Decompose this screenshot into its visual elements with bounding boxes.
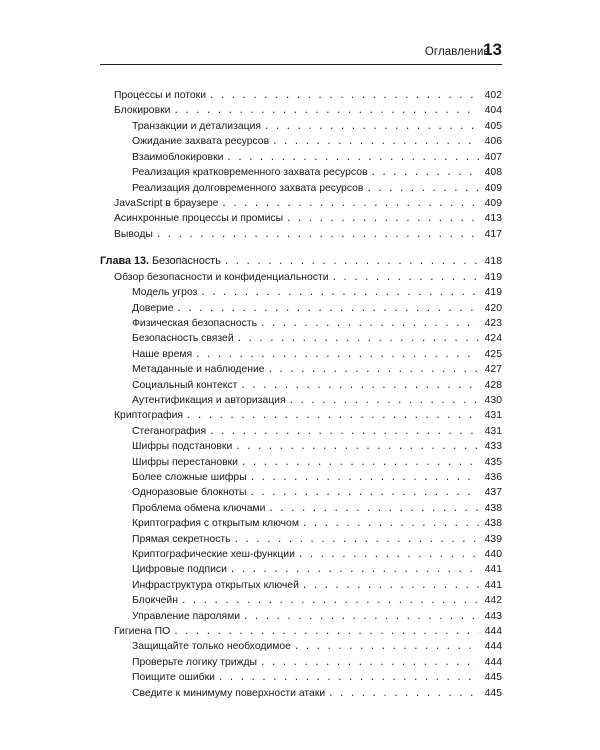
toc-entry <box>100 393 502 408</box>
toc-entry <box>100 655 502 670</box>
toc-entry-title: Криптографические хеш-функции <box>132 549 295 560</box>
page-header <box>0 38 600 68</box>
toc-entry-page: 436 <box>484 472 502 483</box>
toc-entry <box>100 378 502 393</box>
toc-entry-title: Поищите ошибки <box>132 672 215 684</box>
toc-entry-page: 409 <box>484 182 502 194</box>
toc-entry-title: Более сложные шифры <box>132 472 247 483</box>
toc-entry-page: 444 <box>484 626 502 637</box>
toc-entry <box>100 686 502 701</box>
toc-entry-title: Ожидание захвата ресурсов <box>132 136 270 148</box>
dot-leader <box>249 486 479 501</box>
toc-entry-page: 404 <box>484 105 502 117</box>
toc-entry <box>100 624 502 639</box>
toc-entry <box>100 134 502 149</box>
toc-entry-title: Реализация кратковременного захвата ресурсов <box>132 167 368 179</box>
toc-entry-title: Проблема обмена ключами <box>132 502 266 514</box>
dot-leader <box>181 594 479 609</box>
dot-leader <box>209 89 479 104</box>
toc-entry <box>100 547 502 562</box>
toc-entry-page: 431 <box>484 425 502 437</box>
toc-entry-title: Выводы <box>114 228 153 240</box>
toc-entry-page: 406 <box>484 136 502 148</box>
toc-entry-title: Шифры подстановки <box>132 441 233 453</box>
toc-entry <box>100 455 502 470</box>
toc-entry-page: 419 <box>484 271 502 283</box>
toc-entry <box>100 609 502 624</box>
toc-entry-page: 437 <box>484 487 502 499</box>
toc-entry-title: Социальный контекст <box>132 379 238 391</box>
toc-entry-page: 419 <box>484 287 502 299</box>
toc-entry <box>100 88 502 103</box>
toc-entry-page: 444 <box>484 656 502 668</box>
dot-leader <box>366 182 479 197</box>
toc-entry-page: 405 <box>484 121 502 132</box>
dot-leader <box>195 348 479 363</box>
header-rule <box>100 64 502 65</box>
toc-entry-title: JavaScript в браузере <box>114 198 219 209</box>
dot-leader <box>272 135 479 150</box>
toc-entry <box>100 270 502 285</box>
dot-leader <box>332 271 479 286</box>
toc-entry <box>100 501 502 516</box>
toc-entry <box>100 470 502 485</box>
dot-leader <box>260 317 479 332</box>
toc-entry-page: 438 <box>484 518 502 530</box>
toc-entry-title: Доверие <box>132 302 174 314</box>
toc-entry <box>100 485 502 500</box>
toc-entry-title: Стеганография <box>132 425 207 437</box>
toc-entry <box>100 211 502 226</box>
toc-entry-page: 413 <box>484 213 502 225</box>
dot-leader <box>260 656 479 671</box>
toc-entry-title: Безопасность <box>151 255 221 268</box>
toc-entry-title: Взаимоблокировки <box>132 151 224 163</box>
dot-leader <box>240 379 479 394</box>
toc-entry-title: Блокировки <box>114 105 171 117</box>
toc-entry-page: 441 <box>484 579 502 591</box>
toc-entry-title: Проверьте логику трижды <box>132 656 258 668</box>
dot-leader <box>268 363 479 378</box>
toc-entry <box>100 578 502 593</box>
dot-leader <box>241 456 479 471</box>
toc-entry-page: 420 <box>484 302 502 314</box>
toc-entry-page: 425 <box>484 348 502 360</box>
toc-entry-title: Шифры перестановки <box>132 456 238 468</box>
dot-leader <box>235 440 479 455</box>
toc-entry <box>100 331 502 346</box>
toc-entry <box>100 150 502 165</box>
toc-entry <box>100 181 502 196</box>
toc-entry <box>100 532 502 547</box>
toc-entry <box>100 424 502 439</box>
toc-entry-page: 409 <box>484 198 502 209</box>
toc-entry-title: Модель угроз <box>132 287 198 299</box>
chapter-label: Глава 13. <box>100 255 149 268</box>
toc-entry <box>100 670 502 685</box>
toc-entry-page: 444 <box>484 641 502 653</box>
toc-entry-title: Аутентификация и авторизация <box>132 395 286 406</box>
toc-entry-title: Наше время <box>132 348 193 360</box>
toc-entry-title: Защищайте только необходимое <box>132 641 291 653</box>
toc-entry-title: Сведите к минимуму поверхности атаки <box>132 687 326 699</box>
toc-entry-page: 445 <box>484 672 502 684</box>
toc-entry <box>100 165 502 180</box>
toc-entry-title: Физическая безопасность <box>132 318 258 329</box>
toc-entry <box>100 439 502 454</box>
dot-leader <box>243 610 479 625</box>
toc-entry-title: Управление паролями <box>132 610 241 622</box>
toc-entry <box>100 516 502 531</box>
dot-leader <box>302 579 479 594</box>
dot-leader <box>173 625 479 640</box>
toc-entry-title: Криптография <box>114 410 184 422</box>
toc-entry-title: Транзакции и детализация <box>132 121 261 132</box>
toc-entry <box>100 301 502 316</box>
toc-entry-page: 435 <box>484 456 502 468</box>
toc-entry-page: 407 <box>484 151 502 163</box>
toc-entry <box>100 362 502 377</box>
dot-leader <box>264 120 479 135</box>
dot-leader <box>218 671 479 686</box>
dot-leader <box>250 471 479 486</box>
toc-entry-page: 445 <box>484 687 502 699</box>
toc-entry-page: 427 <box>484 364 502 376</box>
running-header-title: Оглавление <box>424 46 490 58</box>
toc-entry-page: 402 <box>484 90 502 101</box>
toc-entry-title: Метаданные и наблюдение <box>132 364 265 376</box>
toc-entry <box>100 593 502 608</box>
dot-leader <box>176 302 479 317</box>
toc-entry-page: 430 <box>484 395 502 406</box>
toc-entry <box>100 103 502 118</box>
dot-leader <box>294 640 479 655</box>
toc-entry <box>100 227 502 242</box>
toc-entry-page: 441 <box>484 564 502 576</box>
toc-entry <box>100 196 502 211</box>
toc-entry-page: 423 <box>484 318 502 329</box>
toc-entry-page: 438 <box>484 502 502 514</box>
toc-entry-page: 418 <box>484 256 502 268</box>
toc-entry-page: 433 <box>484 441 502 453</box>
toc-entry <box>100 562 502 577</box>
dot-leader <box>221 197 479 212</box>
toc-entry-page: 431 <box>484 410 502 422</box>
toc-entry-title: Прямая секретность <box>132 533 231 545</box>
dot-leader <box>226 151 479 166</box>
toc-entry-title: Обзор безопасности и конфиденциальности <box>114 271 329 283</box>
toc-entry-page: 439 <box>484 533 502 545</box>
page-number: 13 <box>483 40 502 59</box>
toc-entry <box>100 408 502 423</box>
toc-entry-page: 424 <box>484 333 502 345</box>
dot-leader <box>298 548 479 563</box>
dot-leader <box>237 332 479 347</box>
toc-entry-title: Одноразовые блокноты <box>132 487 247 499</box>
dot-leader <box>230 563 479 578</box>
toc-entry-title: Цифровые подписи <box>132 564 227 576</box>
dot-leader <box>234 533 479 548</box>
dot-leader <box>371 166 480 181</box>
dot-leader <box>186 409 479 424</box>
toc-entry-title: Инфраструктура открытых ключей <box>132 579 299 591</box>
toc-entry <box>100 285 502 300</box>
toc-entry <box>100 639 502 654</box>
dot-leader <box>156 228 479 243</box>
toc-entry-title: Гигиена ПО <box>114 626 171 637</box>
dot-leader <box>268 502 479 517</box>
toc-entry-title: Асинхронные процессы и промисы <box>114 213 284 225</box>
toc-entry-page: 442 <box>484 595 502 607</box>
dot-leader <box>173 104 479 119</box>
dot-leader <box>224 255 479 270</box>
dot-leader <box>209 425 479 440</box>
toc-entry-page: 408 <box>484 167 502 179</box>
dot-leader <box>328 687 479 702</box>
toc-entry-page: 443 <box>484 610 502 622</box>
dot-leader <box>286 212 479 227</box>
toc-entry-page: 417 <box>484 228 502 240</box>
toc-entry-page: 428 <box>484 379 502 391</box>
toc-entry <box>100 316 502 331</box>
toc-entry-page: 440 <box>484 549 502 560</box>
toc-entry-title: Реализация долговременного захвата ресурсов <box>132 182 364 194</box>
toc-entry-title: Процессы и потоки <box>114 90 207 101</box>
toc-chapter-entry <box>100 254 502 269</box>
toc-entry <box>100 119 502 134</box>
dot-leader <box>289 394 479 409</box>
toc-entry-title: Блокчейн <box>132 595 178 607</box>
toc-entry-title: Безопасность связей <box>132 333 234 345</box>
toc-entry-title: Криптография с открытым ключом <box>132 518 299 530</box>
toc-entry <box>100 347 502 362</box>
dot-leader <box>200 286 479 301</box>
dot-leader <box>302 517 479 532</box>
